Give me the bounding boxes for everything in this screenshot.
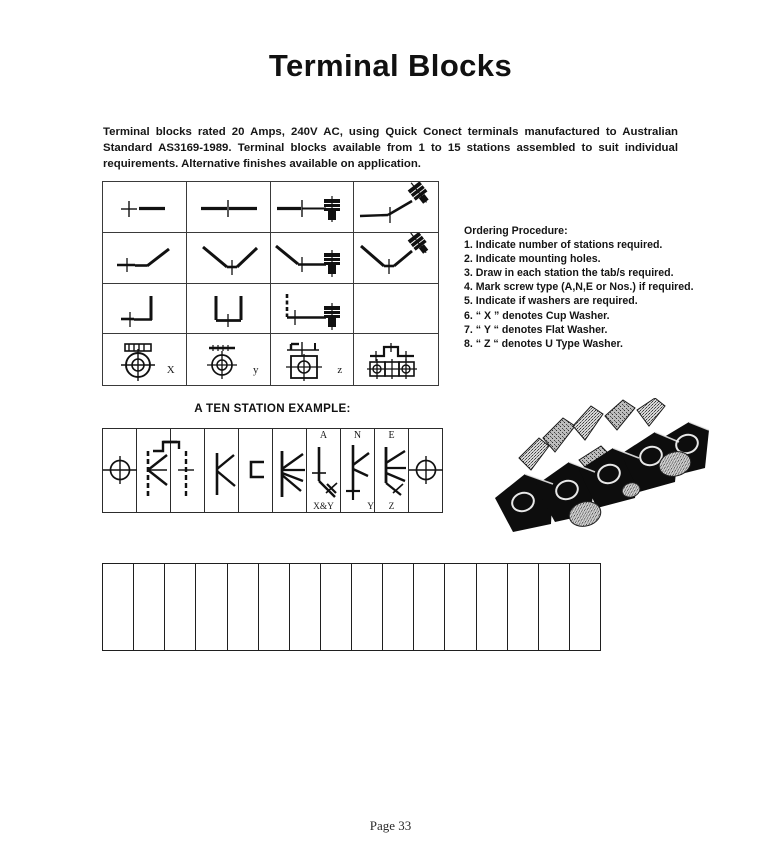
symbol-cell-vee-tab <box>187 233 271 284</box>
order-form-cell[interactable] <box>103 564 134 650</box>
station-cell-4 <box>205 429 239 512</box>
multi-fork-tab-icon <box>273 429 307 513</box>
symbol-cell-ell-tab-screw <box>271 284 355 335</box>
page-title: Terminal Blocks <box>268 48 513 83</box>
symbol-cell-vee-tab-screw <box>271 233 355 284</box>
ordering-procedure-item-3: 3. Draw in each station the tab/s required. <box>464 267 674 280</box>
order-form-cell[interactable] <box>570 564 600 650</box>
order-form-cell[interactable] <box>196 564 227 650</box>
symbol-cell-vee-tab-angled-screw <box>354 233 438 284</box>
symbol-label-z: z <box>337 364 343 376</box>
order-form-cell[interactable] <box>165 564 196 650</box>
symbol-cell-ell-tab <box>103 284 187 335</box>
symbol-reference-table <box>102 181 439 386</box>
station-cell-8 <box>341 429 375 512</box>
fork-tab-icon <box>205 429 239 513</box>
ten-station-example-heading: A TEN STATION EXAMPLE: <box>194 402 351 415</box>
station-top-label-n: N <box>353 430 362 441</box>
straight-tab-angled-screw-icon <box>354 182 438 233</box>
bracket-c-icon <box>239 429 273 513</box>
symbol-cell-u-washer <box>271 334 355 385</box>
straight-tab-right-icon <box>103 182 187 233</box>
station-cell-7 <box>307 429 341 512</box>
dashed-vertical-icon <box>171 429 205 513</box>
ten-station-example-table <box>102 428 443 513</box>
symbol-cell-straight-tab-screw <box>271 182 355 233</box>
tab-with-screw-n-icon <box>341 429 375 513</box>
station-cell-9 <box>375 429 409 512</box>
blank-order-form[interactable] <box>102 563 601 651</box>
terminal-block-photo-illustration <box>487 398 715 538</box>
symbol-label-y: y <box>253 364 259 376</box>
station-bottom-label-z: Z <box>388 502 395 512</box>
order-form-cell[interactable] <box>321 564 352 650</box>
yoo-tab-icon <box>187 284 271 335</box>
symbol-cell-blank <box>354 284 438 335</box>
blank-icon <box>354 284 438 335</box>
symbol-label-x: X <box>166 364 175 376</box>
ordering-procedure <box>464 224 724 351</box>
mounting-hole-icon <box>103 429 137 513</box>
ordering-procedure-item-7: 7. “ Y “ denotes Flat Washer. <box>464 323 608 336</box>
order-form-cell[interactable] <box>508 564 539 650</box>
ordering-procedure-item-1: 1. Indicate number of stations required. <box>464 239 663 252</box>
product-photo <box>487 398 715 538</box>
station-top-label-e: E <box>388 430 395 441</box>
tab-with-screw-a-icon <box>307 429 341 513</box>
station-top-label-a: A <box>319 430 328 441</box>
order-form-cell[interactable] <box>134 564 165 650</box>
station-cell-3 <box>171 429 205 512</box>
symbol-cell-straight-tab-angled-screw <box>354 182 438 233</box>
order-form-cell[interactable] <box>352 564 383 650</box>
ell-tab-icon <box>103 284 187 335</box>
order-form-cell[interactable] <box>445 564 476 650</box>
ordering-procedure-item-6: 6. “ X ” denotes Cup Washer. <box>464 309 610 322</box>
ell-tab-screw-icon <box>271 284 355 335</box>
order-form-cell[interactable] <box>414 564 445 650</box>
symbol-cell-cup-washer <box>103 334 187 385</box>
straight-tab-both-icon <box>187 182 271 233</box>
ordering-procedure-item-2: 2. Indicate mounting holes. <box>464 253 601 266</box>
flat-washer-target-icon <box>187 334 271 385</box>
ordering-procedure-item-4: 4. Mark screw type (A,N,E or Nos.) if required. <box>464 281 694 294</box>
mounting-hole-icon <box>409 429 443 513</box>
vee-tab-angled-screw-icon <box>354 233 438 284</box>
station-bottom-label-xy: X&Y <box>313 502 334 512</box>
station-cell-5 <box>239 429 273 512</box>
ordering-procedure-item-5: 5. Indicate if washers are required. <box>464 295 638 308</box>
straight-tab-screw-icon <box>271 182 355 233</box>
symbol-cell-yoo-tab <box>187 284 271 335</box>
symbol-cell-flat-washer <box>187 334 271 385</box>
order-form-cell[interactable] <box>228 564 259 650</box>
symbol-cell-straight-tab-both <box>187 182 271 233</box>
symbol-cell-multi-station-assembly <box>354 334 438 385</box>
vee-tab-screw-icon <box>271 233 355 284</box>
page-footer: Page 33 <box>369 818 412 833</box>
order-form-cell[interactable] <box>477 564 508 650</box>
cup-washer-target-icon <box>103 334 187 385</box>
order-form-cell[interactable] <box>290 564 321 650</box>
tab-with-screw-e-icon <box>375 429 409 513</box>
vee-tab-icon <box>187 233 271 284</box>
station-bottom-label-y: Y <box>367 502 374 512</box>
u-washer-target-icon <box>271 334 355 385</box>
bent-tab-up-right-icon <box>103 233 187 284</box>
station-cell-10 <box>409 429 442 512</box>
order-form-cell[interactable] <box>539 564 570 650</box>
ordering-procedure-item-8: 8. “ Z “ denotes U Type Washer. <box>464 337 623 350</box>
multi-station-assembly-icon <box>354 334 438 385</box>
symbol-cell-straight-tab-right <box>103 182 187 233</box>
ordering-procedure-heading: Ordering Procedure: <box>464 225 568 237</box>
station-cell-6 <box>273 429 307 512</box>
order-form-cell[interactable] <box>383 564 414 650</box>
intro-paragraph: Terminal blocks rated 20 Amps, 240V AC, using Quick Conect terminals manufactured to Australian Standard AS3169-1989. Terminal blocks available from 1 to 15 stations assembled to suit individual requirements. Alternative finishes available on application. <box>103 126 678 171</box>
symbol-cell-bent-tab-up-right <box>103 233 187 284</box>
order-form-cell[interactable] <box>259 564 290 650</box>
station-cell-1 <box>103 429 137 512</box>
